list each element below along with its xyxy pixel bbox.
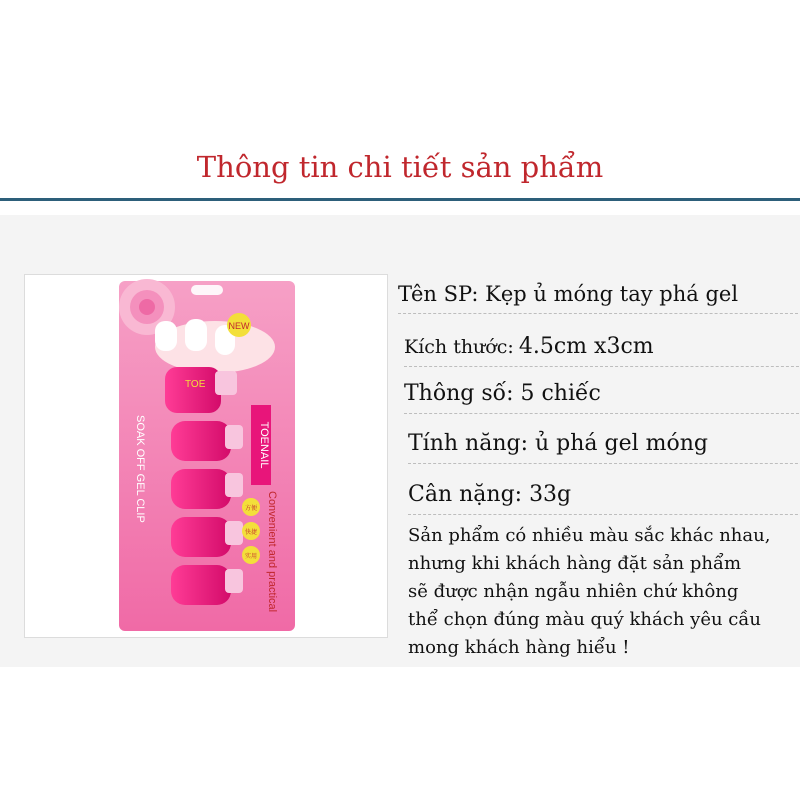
row-divider bbox=[404, 366, 800, 367]
spec-value: Kẹp ủ móng tay phá gel bbox=[485, 282, 739, 306]
row-divider bbox=[408, 514, 800, 515]
dot-label-2: 快捷 bbox=[244, 529, 258, 536]
page-title: Thông tin chi tiết sản phẩm bbox=[196, 150, 604, 184]
row-divider bbox=[398, 313, 798, 314]
row-divider bbox=[408, 463, 800, 464]
product-image bbox=[24, 274, 388, 638]
spec-label: Tên SP: bbox=[398, 282, 479, 306]
notice-line: Sản phẩm có nhiều màu sắc khác nhau, bbox=[408, 525, 771, 546]
spec-row-size bbox=[404, 334, 784, 359]
notice-line: nhưng khi khách hàng đặt sản phẩm bbox=[408, 553, 742, 574]
row-divider bbox=[404, 413, 800, 414]
slogan-vertical-text: Convenient and practical bbox=[266, 491, 278, 613]
notice-line: sẽ được nhận ngẫu nhiên chứ không bbox=[408, 581, 739, 602]
spec-value: ủ phá gel móng bbox=[535, 431, 709, 456]
spec-label: Cân nặng: bbox=[408, 482, 523, 507]
spec-row-quantity bbox=[404, 381, 784, 406]
notice-line: mong khách hàng hiểu ! bbox=[408, 637, 630, 658]
spec-label: Tính năng: bbox=[408, 431, 528, 456]
spec-value: 4.5cm x3cm bbox=[518, 334, 654, 359]
new-badge: NEW bbox=[228, 321, 250, 331]
color-notice bbox=[408, 522, 800, 662]
spec-row-weight bbox=[408, 482, 788, 507]
toe-label: TOE bbox=[185, 379, 206, 390]
spec-row-feature bbox=[408, 431, 788, 456]
spec-label: Kích thước: bbox=[404, 336, 514, 358]
notice-line: thể chọn đúng màu quý khách yêu cầu bbox=[408, 609, 761, 630]
spec-value: 5 chiếc bbox=[520, 381, 601, 406]
package-card bbox=[119, 279, 295, 631]
spec-value: 33g bbox=[529, 482, 572, 507]
nail-clip-package-illustration bbox=[25, 275, 388, 638]
brand-vertical-text: SOAK OFF GEL CLIP bbox=[134, 415, 146, 523]
toenail-label: TOENAIL bbox=[258, 421, 270, 469]
dot-label-1: 方便 bbox=[244, 505, 258, 512]
spec-label: Thông số: bbox=[404, 381, 514, 406]
header-divider bbox=[0, 198, 800, 201]
dot-label-3: 实用 bbox=[244, 553, 258, 560]
spec-row-name bbox=[398, 282, 778, 306]
